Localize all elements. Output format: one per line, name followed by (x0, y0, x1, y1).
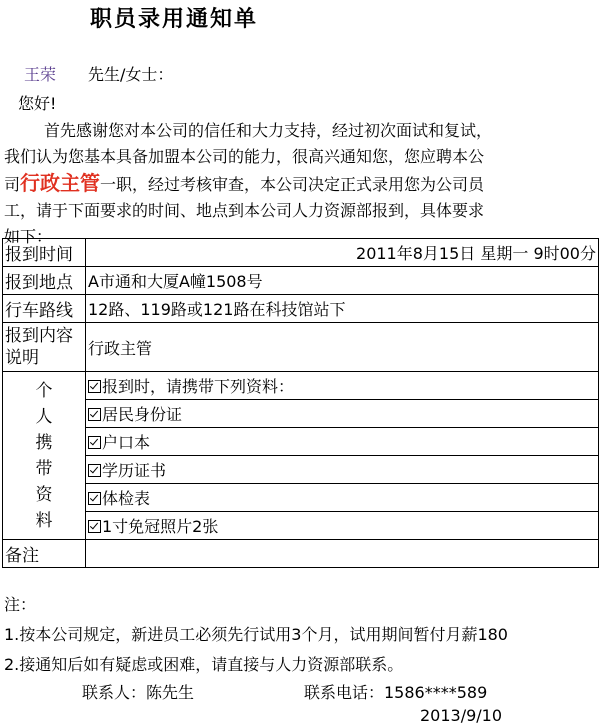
materials-char-5: 资 (35, 484, 53, 505)
notes-section (4, 590, 508, 680)
note-item-1: 1.按本公司规定，新进员工必须先行试用3个月，试用期间暂付月薪180 (4, 625, 508, 644)
body-line-2: 我们认为您基本具备加盟本公司的能力，很高兴通知您，您应聘本公 (4, 147, 485, 166)
checkbox-checked-icon (88, 464, 101, 477)
material-text: 1寸免冠照片2张 (102, 517, 219, 536)
content-value: 行政主管 (86, 323, 599, 372)
material-item (86, 372, 599, 400)
material-text: 体检表 (102, 489, 151, 508)
time-value: 2011年8月15日 星期一 9时00分 (86, 239, 599, 267)
offered-position: 行政主管 (20, 171, 101, 195)
table-row-time (3, 239, 599, 267)
time-label: 报到时间 (3, 239, 86, 267)
body-line-3-post: 一职，经过考核审查，本公司决定正式录用您为公司员 (100, 175, 485, 194)
table-row-material (3, 456, 599, 484)
material-text: 报到时，请携带下列资料： (102, 377, 295, 396)
materials-char-2: 人 (35, 406, 53, 427)
material-item (86, 484, 599, 512)
materials-char-1: 个 (35, 380, 53, 401)
body-line-3 (4, 170, 588, 198)
body-line-3-pre: 司 (4, 175, 21, 194)
body-line-1: 首先感谢您对本公司的信任和大力支持，经过初次面试和复试， (44, 121, 493, 140)
checkbox-checked-icon (88, 380, 101, 393)
greeting: 您好! (18, 94, 57, 113)
materials-label (3, 372, 86, 540)
document-title: 职员录用通知单 (90, 7, 259, 32)
route-label: 行车路线 (3, 295, 86, 323)
content-label-line-1: 报到内容 (5, 326, 73, 346)
material-item (86, 456, 599, 484)
material-text: 户口本 (102, 433, 151, 452)
table-row-material (3, 512, 599, 540)
note-item-2: 2.接通知后如有疑虑或困难，请直接与人力资源部联系。 (4, 655, 404, 674)
table-row-material (3, 400, 599, 428)
body-line-5: 如下： (4, 227, 53, 246)
materials-char-3: 携 (35, 432, 53, 453)
materials-char-4: 带 (35, 458, 53, 479)
body-paragraph (4, 118, 588, 246)
table-row-remarks (3, 540, 599, 568)
material-text: 居民身份证 (102, 405, 183, 424)
recipient-salutation: 先生/女士： (88, 65, 174, 84)
table-row-place (3, 267, 599, 295)
place-value: A市通和大厦A幢1508号 (86, 267, 599, 295)
contact-phone: 联系电话：1586****589 (304, 683, 488, 702)
checkbox-checked-icon (88, 520, 101, 533)
checkbox-checked-icon (88, 408, 101, 421)
place-label: 报到地点 (3, 267, 86, 295)
issue-date: 2013/9/10 (420, 706, 503, 725)
remarks-label: 备注 (3, 540, 86, 568)
recipient-name: 王荣 (24, 65, 57, 84)
contact-person: 联系人：陈先生 (82, 683, 195, 702)
remarks-value (86, 540, 599, 568)
notes-heading: 注： (4, 595, 37, 614)
material-text: 学历证书 (102, 461, 167, 480)
materials-char-6: 料 (35, 510, 53, 531)
route-value: 12路、119路或121路在科技馆站下 (86, 295, 599, 323)
content-label (3, 323, 86, 372)
content-label-line-2: 说明 (5, 348, 39, 368)
onboarding-table (2, 238, 599, 568)
material-item (86, 400, 599, 428)
table-row-content (3, 323, 599, 372)
table-row-material (3, 372, 599, 400)
table-row-material (3, 428, 599, 456)
checkbox-checked-icon (88, 436, 101, 449)
material-item (86, 428, 599, 456)
table-row-route (3, 295, 599, 323)
table-row-material (3, 484, 599, 512)
body-line-4: 工，请于下面要求的时间、地点到本公司人力资源部报到，具体要求 (4, 201, 485, 220)
checkbox-checked-icon (88, 492, 101, 505)
material-item (86, 512, 599, 540)
